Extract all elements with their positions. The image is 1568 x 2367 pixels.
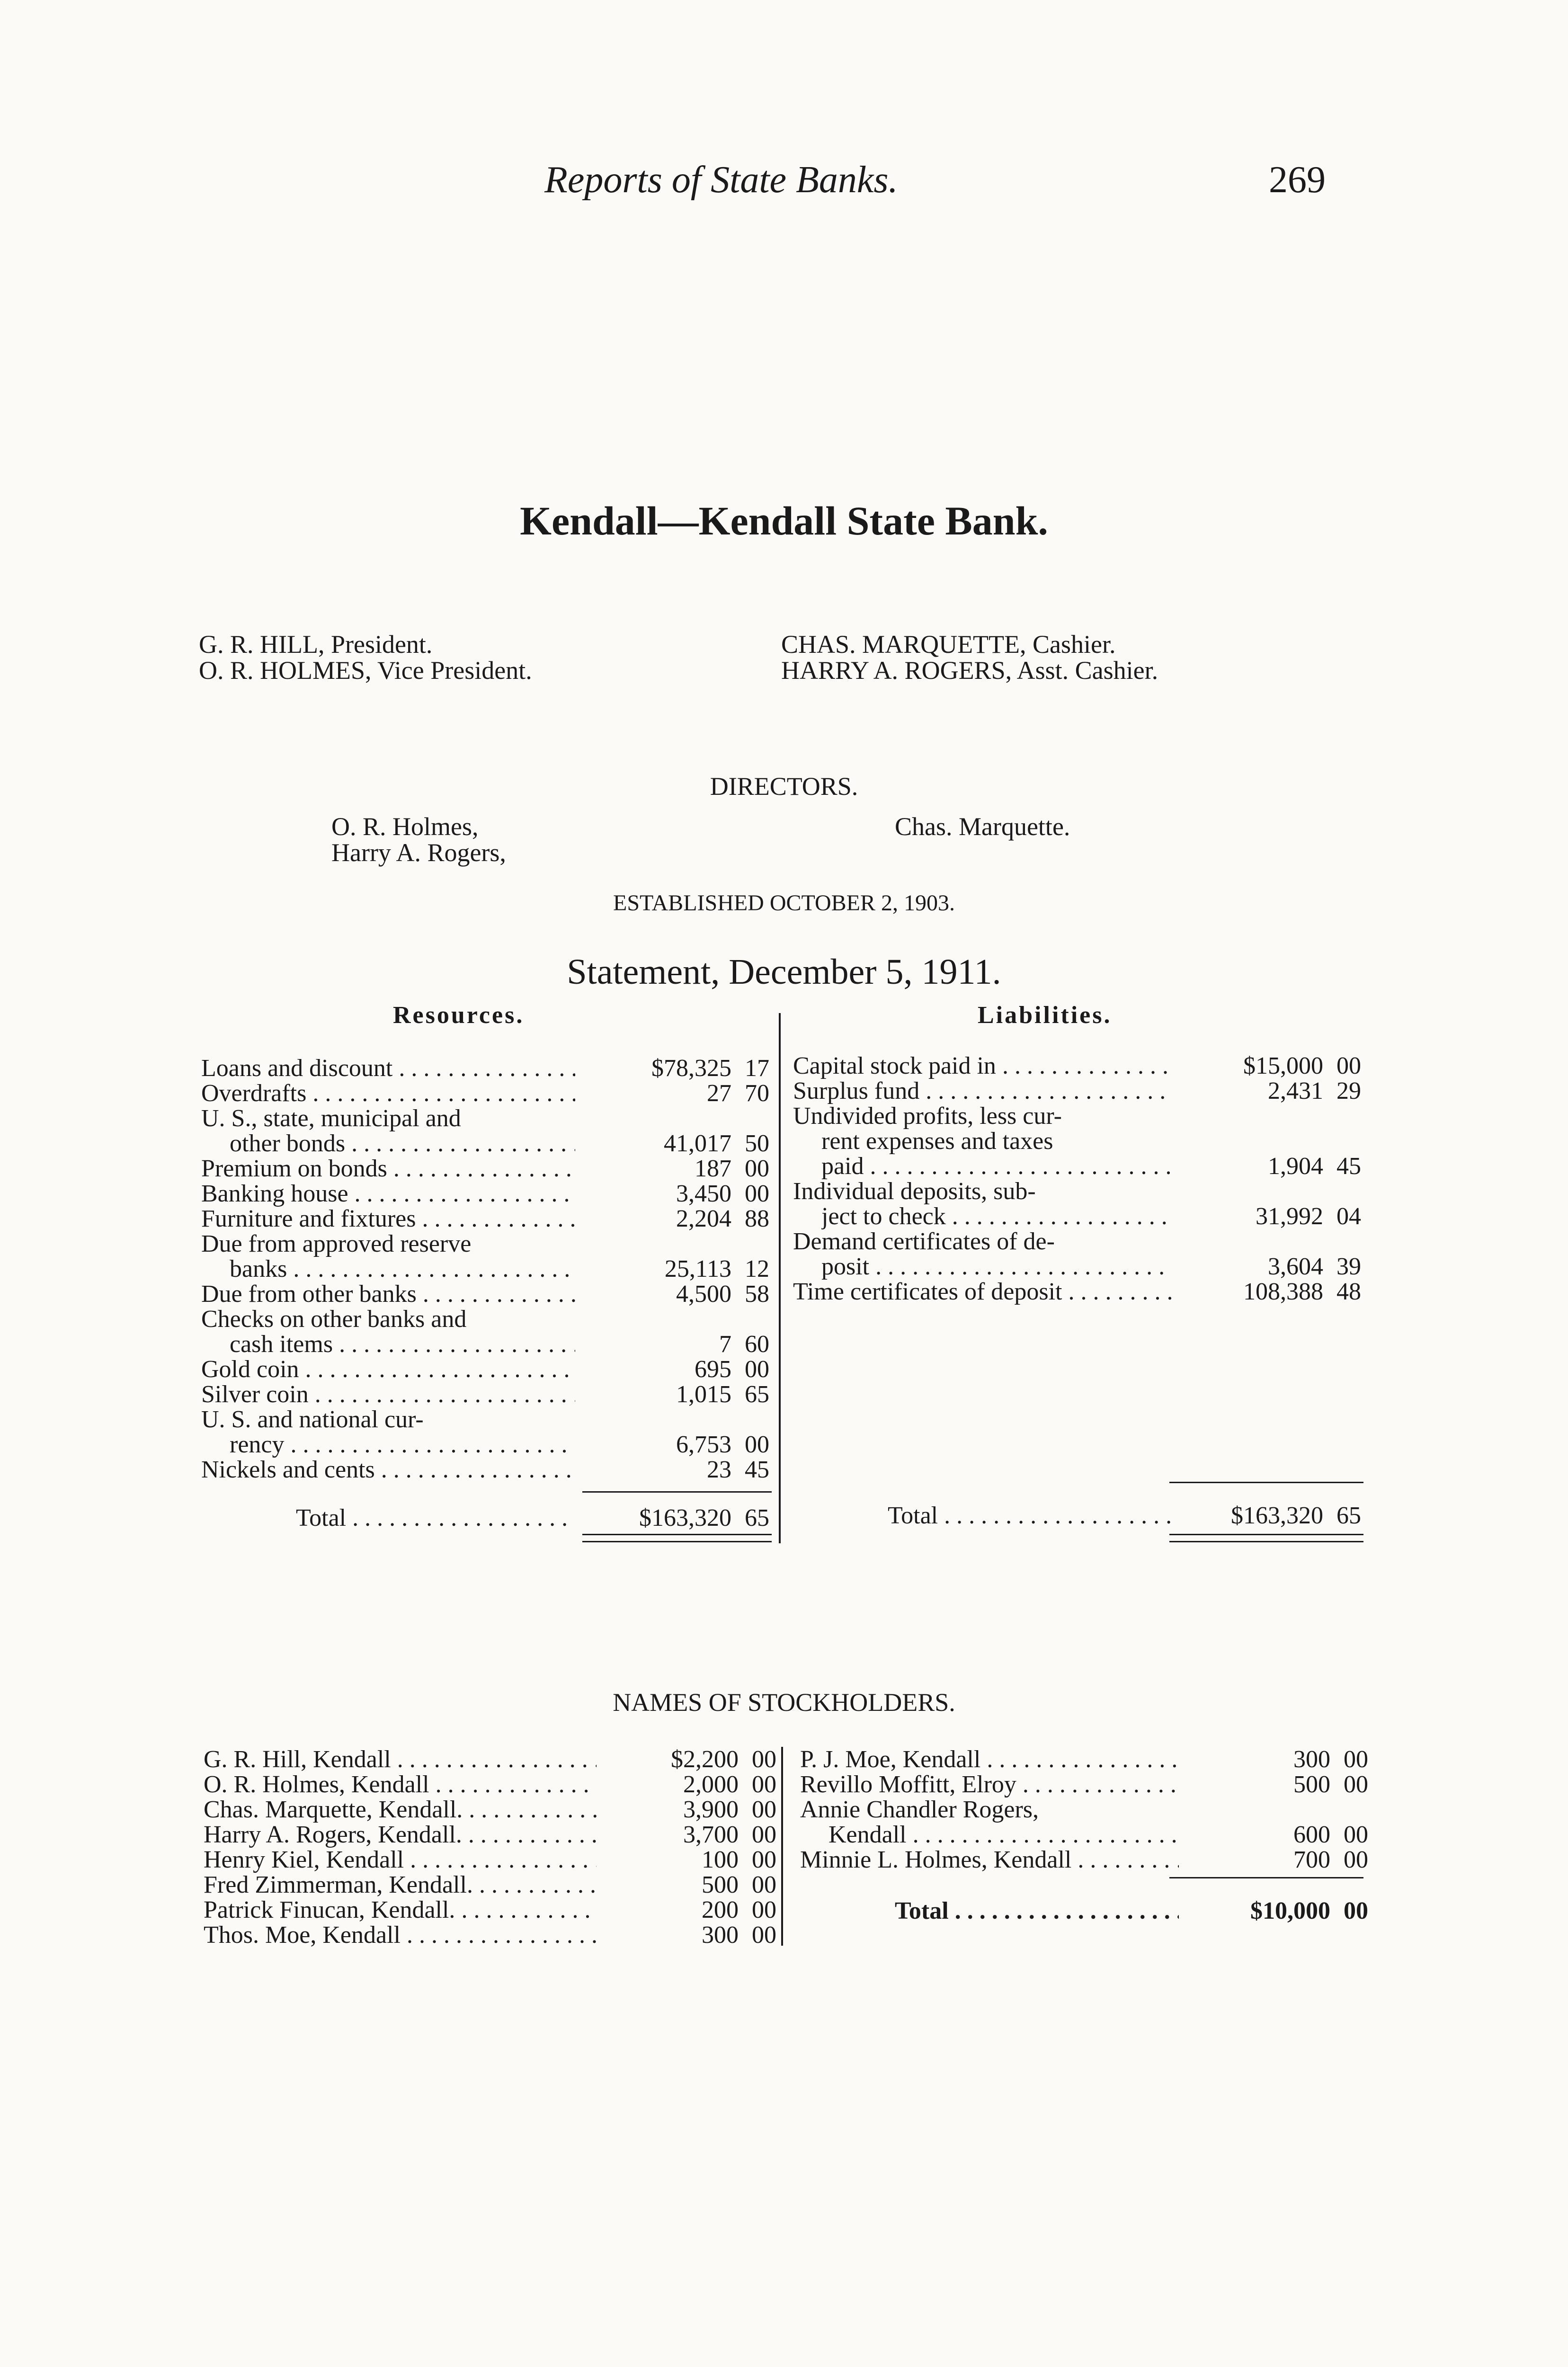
resource-row bbox=[201, 1307, 774, 1332]
amount-dollars: 1,015 bbox=[676, 1381, 731, 1408]
item-label: paid . . . bbox=[821, 1154, 1172, 1179]
amount-cents: 00 bbox=[1344, 1846, 1368, 1873]
amount-dollars: 3,900 bbox=[683, 1796, 739, 1823]
liability-row bbox=[793, 1129, 1366, 1154]
item-label: Minnie L. Holmes, Kendall . . . bbox=[800, 1847, 1179, 1873]
item-label: Silver coin . . . bbox=[201, 1382, 575, 1407]
statement-title: Statement, December 5, 1911. bbox=[567, 952, 1001, 992]
resources-total-underline bbox=[582, 1534, 772, 1542]
amount-cents: 45 bbox=[745, 1456, 769, 1483]
amount-cents: 00 bbox=[752, 1896, 776, 1923]
item-label: G. R. Hill, Kendall . . . bbox=[204, 1747, 597, 1772]
resource-row bbox=[201, 1106, 774, 1131]
director-item: O. R. Holmes, bbox=[331, 812, 479, 841]
liabilities-heading: Liabilities. bbox=[978, 1002, 1112, 1029]
amount-dollars: 100 bbox=[702, 1846, 739, 1873]
established-line: ESTABLISHED OCTOBER 2, 1903. bbox=[613, 890, 955, 916]
liability-row bbox=[793, 1154, 1366, 1179]
amount-dollars: 2,204 bbox=[676, 1205, 731, 1232]
amount-dollars: 23 bbox=[707, 1456, 731, 1483]
total-cents: 00 bbox=[1344, 1897, 1368, 1924]
liabilities-sum-rule bbox=[1169, 1482, 1363, 1483]
amount-dollars: $78,325 bbox=[651, 1055, 731, 1082]
amount-dollars: 7 bbox=[719, 1331, 731, 1358]
amount-cents: 00 bbox=[752, 1846, 776, 1873]
amount-dollars: 2,000 bbox=[683, 1771, 739, 1798]
amount-cents: 45 bbox=[1336, 1153, 1361, 1180]
amount-cents: 00 bbox=[1344, 1821, 1368, 1848]
amount-cents: 00 bbox=[752, 1771, 776, 1798]
resource-row bbox=[201, 1357, 774, 1382]
stockholder-row bbox=[800, 1797, 1368, 1823]
resource-row bbox=[201, 1332, 774, 1357]
resource-row bbox=[201, 1256, 774, 1282]
liabilities-total-underline bbox=[1169, 1534, 1363, 1542]
amount-cents: 00 bbox=[1344, 1746, 1368, 1773]
item-label: Furniture and fixtures . . . bbox=[201, 1206, 575, 1232]
item-label: Nickels and cents . . . bbox=[201, 1457, 575, 1483]
total-label: Total . . . bbox=[895, 1898, 1179, 1924]
amount-dollars: 200 bbox=[702, 1896, 739, 1923]
amount-dollars: 108,388 bbox=[1243, 1278, 1323, 1305]
item-label: Premium on bonds . . . bbox=[201, 1156, 575, 1182]
liability-row bbox=[793, 1103, 1366, 1129]
stockholder-row bbox=[204, 1747, 776, 1772]
officer-president: G. R. HILL, President. bbox=[199, 630, 433, 658]
item-label: cash items . . . bbox=[230, 1332, 575, 1357]
total-label: Total . . . bbox=[296, 1505, 575, 1531]
item-label: Undivided profits, less cur- bbox=[793, 1103, 1062, 1129]
resource-row bbox=[201, 1181, 774, 1207]
amount-dollars: 2,431 bbox=[1268, 1077, 1323, 1104]
item-label: Loans and discount . . . bbox=[201, 1056, 575, 1081]
stockholders-heading: NAMES OF STOCKHOLDERS. bbox=[613, 1688, 955, 1717]
item-label: Due from other banks . . . bbox=[201, 1281, 575, 1307]
resource-row bbox=[201, 1081, 774, 1106]
item-label: Fred Zimmerman, Kendall. . . . bbox=[204, 1872, 597, 1898]
page-number: 269 bbox=[1269, 159, 1326, 201]
amount-cents: 58 bbox=[745, 1281, 769, 1308]
amount-cents: 12 bbox=[745, 1255, 769, 1282]
stockholder-row bbox=[800, 1747, 1368, 1772]
item-label: Patrick Finucan, Kendall. . . . bbox=[204, 1897, 597, 1923]
resource-row bbox=[201, 1407, 774, 1433]
running-title: Reports of State Banks. bbox=[544, 159, 898, 201]
item-label: U. S. and national cur- bbox=[201, 1407, 424, 1433]
resource-row bbox=[201, 1131, 774, 1157]
resource-row bbox=[201, 1382, 774, 1407]
amount-cents: 00 bbox=[752, 1821, 776, 1848]
liability-row bbox=[793, 1053, 1366, 1079]
liabilities-total-row bbox=[793, 1503, 1366, 1529]
amount-cents: 00 bbox=[752, 1922, 776, 1949]
item-label: Thos. Moe, Kendall . . . bbox=[204, 1922, 597, 1948]
amount-dollars: 41,017 bbox=[664, 1130, 731, 1157]
amount-cents: 00 bbox=[1344, 1771, 1368, 1798]
amount-dollars: 1,904 bbox=[1268, 1153, 1323, 1180]
item-label: rency . . . bbox=[230, 1432, 575, 1458]
item-label: Demand certificates of de- bbox=[793, 1229, 1055, 1255]
amount-dollars: 6,753 bbox=[676, 1431, 731, 1458]
liability-row bbox=[793, 1179, 1366, 1204]
stockholder-row bbox=[800, 1822, 1368, 1848]
amount-cents: 70 bbox=[745, 1080, 769, 1107]
amount-cents: 00 bbox=[752, 1796, 776, 1823]
stockholder-row bbox=[800, 1847, 1368, 1873]
stockholders-total-row bbox=[800, 1898, 1368, 1924]
stockholder-row bbox=[204, 1822, 776, 1848]
item-label: Checks on other banks and bbox=[201, 1307, 467, 1332]
amount-dollars: 500 bbox=[1293, 1771, 1330, 1798]
stockholder-row bbox=[204, 1872, 776, 1898]
amount-cents: 50 bbox=[745, 1130, 769, 1157]
amount-dollars: 25,113 bbox=[664, 1255, 731, 1282]
resource-row bbox=[201, 1206, 774, 1232]
item-label: Due from approved reserve bbox=[201, 1231, 472, 1257]
item-label: Surplus fund . . . bbox=[793, 1078, 1172, 1104]
stockholder-row bbox=[204, 1897, 776, 1923]
bank-title: Kendall—Kendall State Bank. bbox=[520, 498, 1048, 543]
item-label: Capital stock paid in . . . bbox=[793, 1053, 1172, 1079]
resource-row bbox=[201, 1432, 774, 1458]
amount-cents: 00 bbox=[745, 1431, 769, 1458]
directors-heading: DIRECTORS. bbox=[710, 772, 858, 801]
item-label: Individual deposits, sub- bbox=[793, 1179, 1036, 1204]
item-label: Henry Kiel, Kendall . . . bbox=[204, 1847, 597, 1873]
amount-cents: 17 bbox=[745, 1055, 769, 1082]
resource-row bbox=[201, 1231, 774, 1257]
amount-dollars: 187 bbox=[695, 1155, 731, 1182]
amount-cents: 00 bbox=[745, 1155, 769, 1182]
officer-vice-president: O. R. HOLMES, Vice President. bbox=[199, 656, 532, 685]
item-label: Revillo Moffitt, Elroy . . . bbox=[800, 1772, 1179, 1797]
item-label: banks . . . bbox=[230, 1256, 575, 1282]
amount-cents: 60 bbox=[745, 1331, 769, 1358]
resources-sum-rule bbox=[582, 1491, 772, 1493]
liability-row bbox=[793, 1078, 1366, 1104]
resource-row bbox=[201, 1457, 774, 1483]
item-label: Banking house . . . bbox=[201, 1181, 575, 1207]
amount-cents: 00 bbox=[745, 1180, 769, 1207]
item-label: ject to check . . . bbox=[821, 1204, 1172, 1229]
item-label: Kendall . . . bbox=[829, 1822, 1179, 1848]
total-dollars: $10,000 bbox=[1250, 1897, 1330, 1924]
amount-cents: 00 bbox=[745, 1356, 769, 1383]
amount-dollars: 3,604 bbox=[1268, 1253, 1323, 1280]
director-item: Harry A. Rogers, bbox=[331, 838, 506, 867]
director-item: Chas. Marquette. bbox=[895, 812, 1070, 841]
item-label: U. S., state, municipal and bbox=[201, 1106, 461, 1131]
item-label: O. R. Holmes, Kendall . . . bbox=[204, 1772, 597, 1797]
amount-cents: 04 bbox=[1336, 1203, 1361, 1230]
amount-dollars: 600 bbox=[1293, 1821, 1330, 1848]
resources-heading: Resources. bbox=[393, 1002, 525, 1029]
amount-cents: 29 bbox=[1336, 1077, 1361, 1104]
amount-dollars: 700 bbox=[1293, 1846, 1330, 1873]
liability-row bbox=[793, 1254, 1366, 1280]
item-label: other bonds . . . bbox=[230, 1131, 575, 1157]
resource-row bbox=[201, 1156, 774, 1182]
item-label: Time certificates of deposit . . . bbox=[793, 1279, 1172, 1305]
amount-dollars: 3,450 bbox=[676, 1180, 731, 1207]
amount-dollars: $15,000 bbox=[1243, 1052, 1323, 1079]
liability-row bbox=[793, 1204, 1366, 1229]
amount-cents: 00 bbox=[752, 1871, 776, 1898]
amount-dollars: 300 bbox=[702, 1922, 739, 1949]
amount-dollars: 500 bbox=[702, 1871, 739, 1898]
officer-cashier: CHAS. MARQUETTE, Cashier. bbox=[781, 630, 1116, 658]
item-label: posit . . . bbox=[821, 1254, 1172, 1280]
stockholders-sum-rule bbox=[1169, 1877, 1363, 1878]
amount-dollars: 695 bbox=[695, 1356, 731, 1383]
total-dollars: $163,320 bbox=[1231, 1502, 1323, 1529]
stockholder-row bbox=[204, 1797, 776, 1823]
amount-cents: 00 bbox=[1336, 1052, 1361, 1079]
total-cents: 65 bbox=[745, 1504, 769, 1531]
liability-row bbox=[793, 1279, 1366, 1305]
total-cents: 65 bbox=[1336, 1502, 1361, 1529]
item-label: Harry A. Rogers, Kendall. . . . bbox=[204, 1822, 597, 1848]
stockholder-row bbox=[204, 1772, 776, 1797]
resources-total-row bbox=[201, 1505, 774, 1531]
amount-cents: 88 bbox=[745, 1205, 769, 1232]
stockholder-row bbox=[800, 1772, 1368, 1797]
item-label: Annie Chandler Rogers, bbox=[800, 1797, 1039, 1823]
amount-dollars: 3,700 bbox=[683, 1821, 739, 1848]
item-label: Gold coin . . . bbox=[201, 1357, 575, 1382]
amount-dollars: 300 bbox=[1293, 1746, 1330, 1773]
amount-cents: 65 bbox=[745, 1381, 769, 1408]
stockholder-row bbox=[204, 1847, 776, 1873]
amount-cents: 00 bbox=[752, 1746, 776, 1773]
officer-asst-cashier: HARRY A. ROGERS, Asst. Cashier. bbox=[781, 656, 1158, 685]
amount-dollars: 31,992 bbox=[1256, 1203, 1323, 1230]
amount-dollars: $2,200 bbox=[671, 1746, 739, 1773]
liability-row bbox=[793, 1229, 1366, 1255]
item-label: P. J. Moe, Kendall . . . bbox=[800, 1747, 1179, 1772]
total-dollars: $163,320 bbox=[639, 1504, 731, 1531]
amount-dollars: 27 bbox=[707, 1080, 731, 1107]
resource-row bbox=[201, 1056, 774, 1081]
amount-dollars: 4,500 bbox=[676, 1281, 731, 1308]
item-label: Chas. Marquette, Kendall. . . . bbox=[204, 1797, 597, 1823]
amount-cents: 48 bbox=[1336, 1278, 1361, 1305]
resource-row bbox=[201, 1281, 774, 1307]
statement-column-divider bbox=[779, 1013, 781, 1543]
item-label: Overdrafts . . . bbox=[201, 1081, 575, 1106]
total-label: Total . . . bbox=[888, 1503, 1172, 1529]
stockholders-column-divider bbox=[781, 1747, 783, 1946]
stockholder-row bbox=[204, 1922, 776, 1948]
item-label: rent expenses and taxes bbox=[821, 1129, 1053, 1154]
amount-cents: 39 bbox=[1336, 1253, 1361, 1280]
